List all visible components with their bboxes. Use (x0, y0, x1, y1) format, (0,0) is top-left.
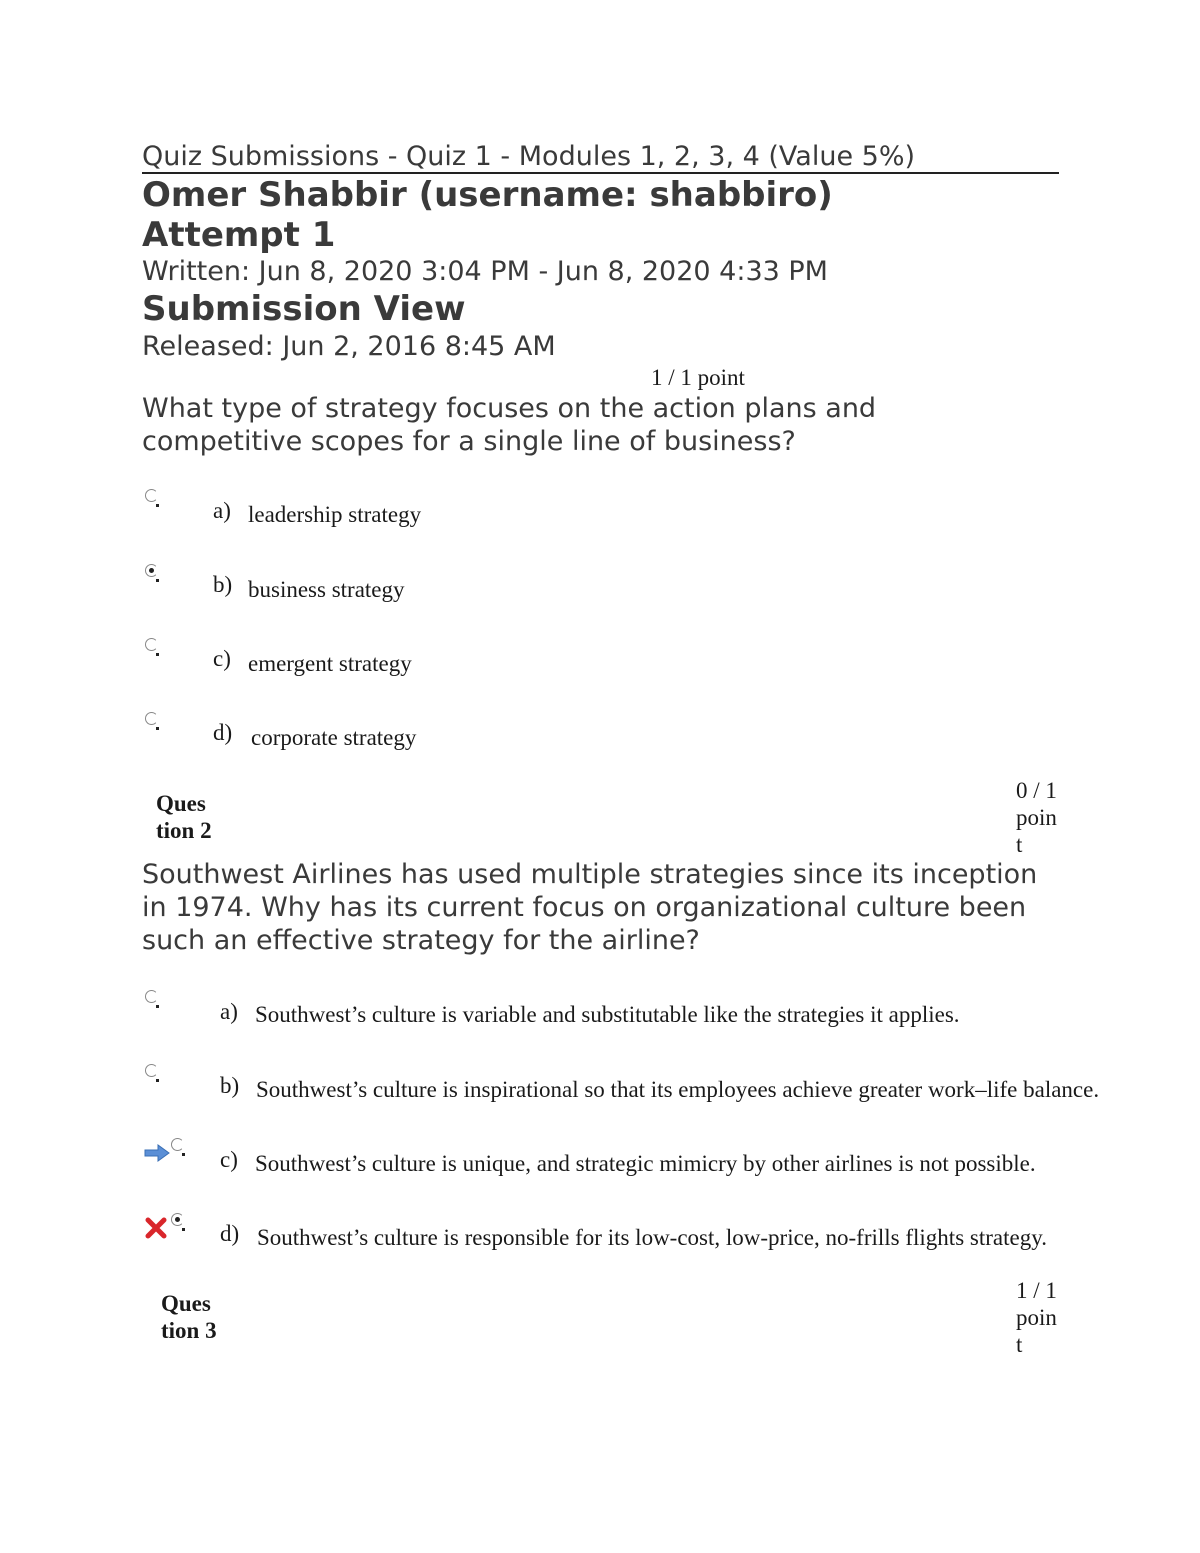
option-text: emergent strategy (248, 651, 412, 676)
question-1-text: What type of strategy focuses on the action plans and competitive scopes for a single line of business? (142, 393, 877, 457)
radio-tail (156, 1079, 159, 1082)
option-text: business strategy (248, 577, 405, 602)
option-text: Southwest’s culture is inspirational so that its employees achieve greater work–life balance. (256, 1077, 1100, 1102)
radio-button-icon[interactable] (171, 1213, 184, 1226)
radio-button-icon[interactable] (145, 638, 158, 651)
option-letter: b) (220, 1073, 240, 1098)
option-letter: c) (213, 646, 231, 671)
option-text: Southwest’s culture is responsible for its low-cost, low-price, no-frills flights strategy. (257, 1225, 1047, 1250)
option-letter: d) (213, 720, 233, 745)
radio-tail (156, 1005, 159, 1008)
points-line: t (1016, 1332, 1023, 1357)
option-text: Southwest’s culture is variable and substitutable like the strategies it applies. (255, 1002, 960, 1027)
radio-button-icon[interactable] (171, 1138, 184, 1151)
radio-button-icon[interactable] (145, 1064, 158, 1077)
radio-button-icon[interactable] (145, 712, 158, 725)
radio-tail (182, 1153, 185, 1156)
question-1-points: 1 / 1 point (651, 365, 745, 390)
radio-tail (156, 579, 159, 582)
question-3-label (161, 1290, 217, 1344)
points-line: poin (1016, 805, 1057, 830)
written-timestamp: Written: Jun 8, 2020 3:04 PM - Jun 8, 2020 4:33 PM (142, 256, 828, 287)
points-line: t (1016, 832, 1023, 857)
radio-button-icon[interactable] (145, 990, 158, 1003)
question-3-points (1016, 1277, 1066, 1358)
red-x-icon (145, 1217, 167, 1239)
page-title: Quiz Submissions - Quiz 1 - Modules 1, 2, 3, 4 (Value 5%) (142, 141, 916, 172)
question-label-line: tion 2 (156, 818, 212, 843)
radio-tail (182, 1228, 185, 1231)
option-letter: c) (220, 1147, 238, 1172)
question-2-text: Southwest Airlines has used multiple strategies since its inception in 1974. Why has its current focus on organizational culture been such an effective strategy for the airline? (142, 859, 1038, 956)
radio-button-icon[interactable] (145, 564, 158, 577)
option-letter: d) (220, 1221, 240, 1246)
radio-tail (156, 727, 159, 730)
radio-tail (156, 504, 159, 507)
radio-button-icon[interactable] (145, 489, 158, 502)
question-label-line: Ques (161, 1291, 211, 1316)
question-2-points (1016, 777, 1066, 858)
student-name: Omer Shabbir (username: shabbiro) (142, 175, 833, 215)
question-label-line: tion 3 (161, 1318, 217, 1343)
points-line: poin (1016, 1305, 1057, 1330)
option-text: leadership strategy (248, 502, 422, 527)
option-letter: a) (220, 999, 238, 1024)
released-timestamp: Released: Jun 2, 2016 8:45 AM (142, 331, 556, 362)
question-label-line: Ques (156, 791, 206, 816)
option-letter: b) (213, 572, 233, 597)
option-text: Southwest’s culture is unique, and strategic mimicry by other airlines is not possible. (255, 1151, 1036, 1176)
points-line: 0 / 1 (1016, 778, 1057, 803)
attempt-heading: Attempt 1 (142, 215, 336, 255)
submission-view-heading: Submission View (142, 289, 466, 329)
right-arrow-icon (144, 1144, 170, 1162)
option-text: corporate strategy (251, 725, 417, 750)
radio-tail (156, 653, 159, 656)
points-line: 1 / 1 (1016, 1278, 1057, 1303)
question-2-label (156, 790, 212, 844)
option-letter: a) (213, 498, 231, 523)
